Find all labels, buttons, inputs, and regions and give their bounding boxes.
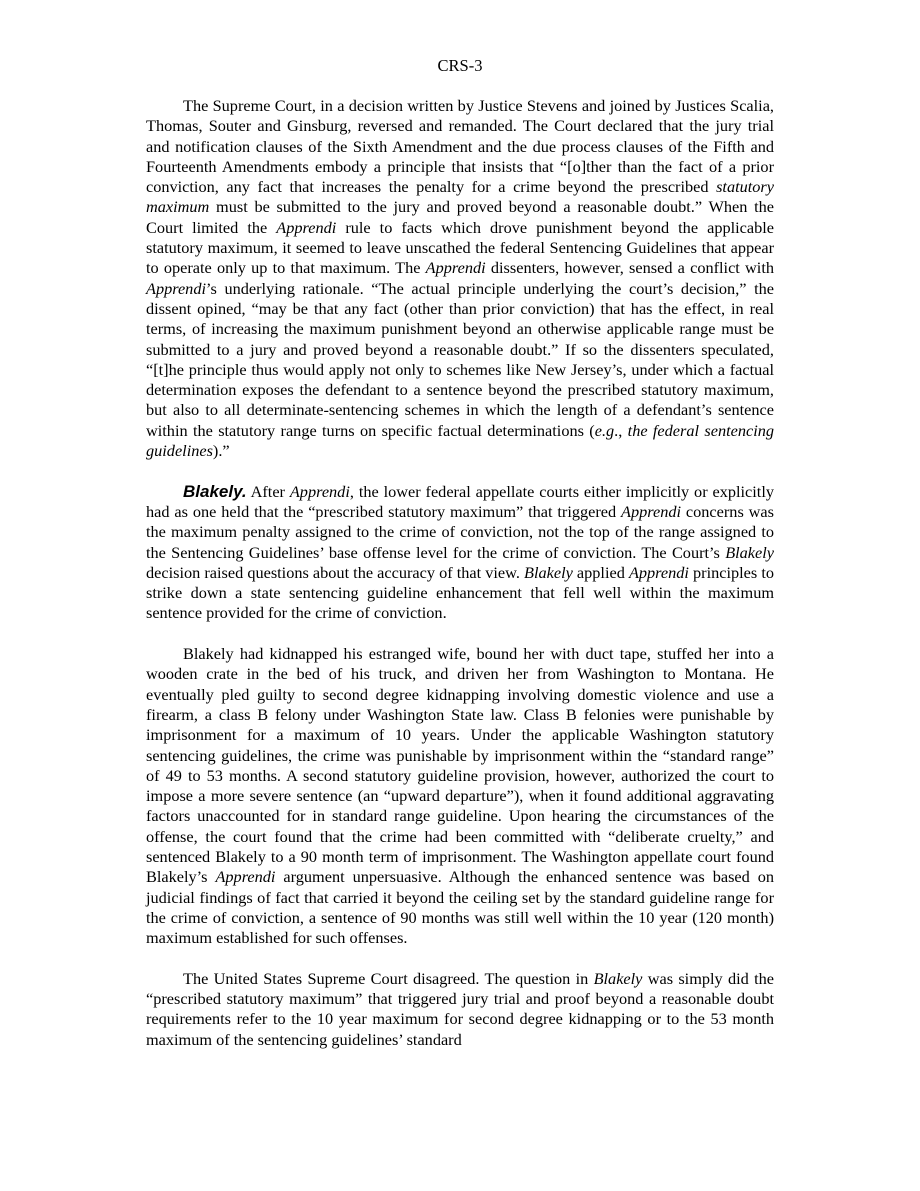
text-run: After [246, 481, 290, 501]
italic-text: Apprendi [628, 562, 689, 582]
italic-text: statutory maximum [146, 177, 774, 217]
italic-text: Apprendi [146, 278, 206, 298]
text-run: must be submitted to the jury and proved beyond a reasonable doubt.” When the Court limited the [146, 197, 774, 237]
section-run-in-heading: Blakely. [183, 481, 247, 501]
text-run: applied [572, 562, 629, 582]
italic-text: Blakely [593, 968, 643, 988]
text-run: ).” [212, 441, 230, 461]
italic-text: Apprendi [276, 217, 337, 237]
italic-text: Blakely [725, 542, 774, 562]
text-run: argument unpersuasive. Although the enhanced sentence was based on judicial findings of fact that carried it beyond the ceiling set by the standard guideline range for the crime of conviction, a sentence of 90 months was still well within the 10 year (120 month) maximum established for such offenses. [146, 867, 775, 948]
text-run: decision raised questions about the accuracy of that view. [146, 562, 525, 582]
text-run: rule to facts which drove punishment beyond the applicable statutory maximum, it seemed to leave unscathed the federal Sentencing Guidelines that appear to operate only up to that maximum. The [146, 217, 774, 278]
text-run: ’s underlying rationale. “The actual principle underlying the court’s decision,” the dissent opined, “may be that any fact (other than prior conviction) that has the effect, in real terms, of increasing the maximum punishment beyond an otherwise applicable range must be submitted to a jury and proved beyond a reasonable doubt.” If so the dissenters speculated, “[t]he principle thus would apply not only to schemes like New Jersey’s, under which a factual determination exposes the defendant to a sentence beyond the prescribed statutory maximum, but also to all determinate-sentencing schemes in which the length of a defendant’s sentence within the statutory range turns on specific factual determinations ( [146, 278, 774, 440]
text-run: dissenters, however, sensed a conflict with [485, 258, 774, 278]
body-text [146, 96, 774, 1050]
italic-text: Apprendi [289, 481, 350, 501]
paragraph-supreme-court-disagreed [146, 969, 774, 1050]
page-number: CRS-3 [437, 56, 483, 75]
text-run: The United States Supreme Court disagreed. The question in [183, 968, 594, 988]
text-run: was simply did the “prescribed statutory maximum” that triggered jury trial and proof beyond a reasonable doubt requirements refer to the 10 year maximum for second degree kidnapping or to the 53 month maximum of the sentencing guidelines’ standard [146, 968, 774, 1049]
italic-text: the federal sentencing guidelines [146, 420, 775, 461]
text-run: concerns was the maximum penalty assigned to the crime of conviction, not the top of the range assigned to the Sentencing Guidelines’ base offense level for the crime of conviction. The Court’s [146, 501, 774, 562]
text-run: , the lower federal appellate courts either implicitly or explicitly had as one held that the “prescribed statutory maximum” that triggered [146, 481, 774, 521]
italic-text: Apprendi [425, 258, 486, 278]
text-run: ., [614, 420, 628, 440]
paragraph-blakely-intro [146, 482, 774, 624]
italic-text: Apprendi [215, 867, 276, 887]
paragraph-blakely-facts [146, 644, 774, 948]
text-run: The Supreme Court, in a decision written by Justice Stevens and joined by Justices Scalia, Thomas, Souter and Ginsburg, reversed and remanded. The Court declared that the jury trial and notification clauses of the Sixth Amendment and the due process clauses of the Fifth and Fourteenth Amendments embody a principle that insists that “[o]ther than the fact of a prior conviction, any fact that increases the penalty for a crime beyond the prescribed [146, 96, 774, 197]
text-run: principles to strike down a state sentencing guideline enhancement that fell well within the maximum sentence provided for the crime of conviction. [146, 562, 774, 623]
paragraph-apprendi-decision [146, 96, 774, 461]
italic-text: e.g [594, 420, 615, 440]
text-run: Blakely had kidnapped his estranged wife, bound her with duct tape, stuffed her into a wooden crate in the bed of his truck, and driven her from Washington to Montana. He eventually pled guilty to second degree kidnapping involving domestic violence and use a firearm, a class B felony under Washington State law. Class B felonies were punishable by imprisonment for a maximum of 10 years. Under the applicable Washington statutory sentencing guidelines, the crime was punishable by imprisonment within the “standard range” of 49 to 53 months. A second statutory guideline provision, however, authorized the court to impose a more severe sentence (an “upward departure”), when it found additional aggravating factors unaccounted for in standard range guideline. Upon hearing the circumstances of the offense, the court found that the crime had been committed with “deliberate cruelty,” and sentenced Blakely to a 90 month term of imprisonment. The Washington appellate court found Blakely’s [146, 644, 774, 887]
italic-text: Apprendi [621, 501, 682, 521]
italic-text: Blakely [524, 562, 573, 582]
